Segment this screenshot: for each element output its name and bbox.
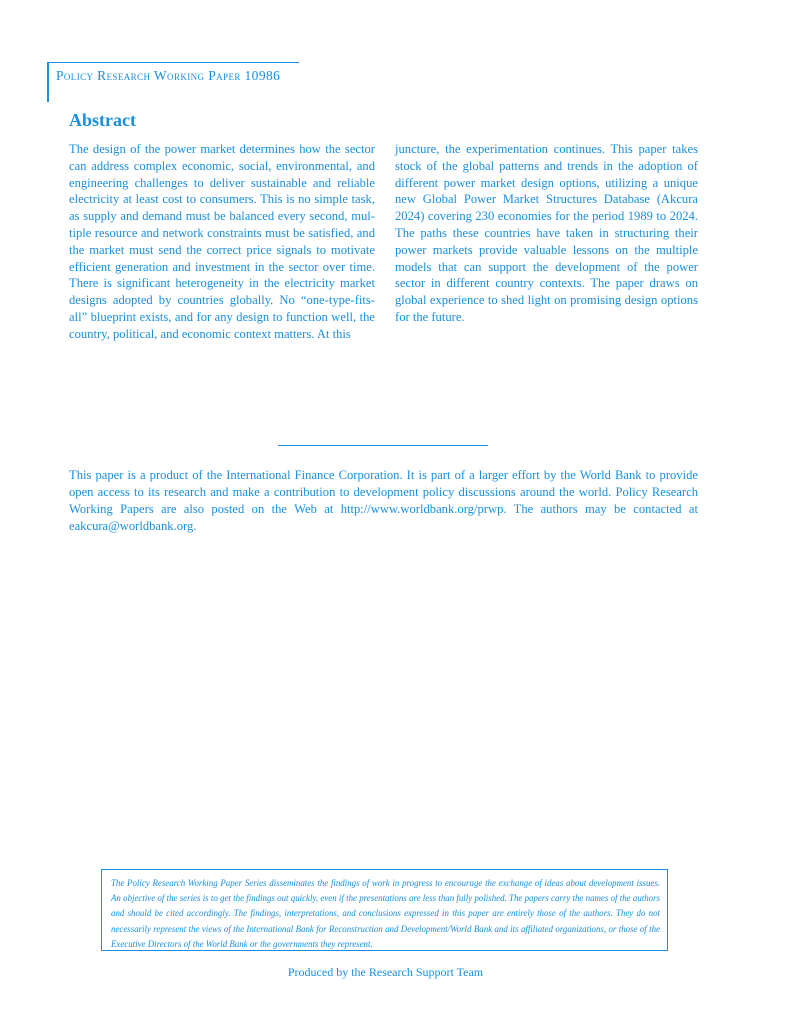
abstract-text-left: The design of the power market determines how the sector can address complex economic, social, environmental, and engineering challenges to deliver sustainable and reliable electricity at least cost to consumers. This is no simple task, as supply and demand must be balanced every second, multiple resource and network constraints must be satisfied, and the market must send the correct price signals to motivate efficient generation and investment in the sector over time. There is significant heterogeneity in the electricity market designs adopted by countries globally. No “one-type-fits-all” blueprint exists, and for any design to function well, the country, political, and economic context matters. At this bbox=[69, 142, 375, 341]
disclaimer-box bbox=[101, 869, 668, 951]
series-header bbox=[47, 62, 299, 102]
product-note: This paper is a product of the International Finance Corporation. It is part of a larger effort by the World Bank to provide open access to its research and make a contribution to development policy discussions around the world. Policy Research Working Papers are also posted on the Web at http://www.worldbank.org/prwp. The authors may be contacted at eakcura@worldbank.org. bbox=[69, 468, 698, 533]
abstract-text-right: juncture, the experimentation continues. This paper takes stock of the global patterns and trends in the adoption of different power market design options, utilizing a unique new Global Power Market Structures Database (Akcura 2024) covering 230 economies for the period 1989 to 2024. The paths these countries have taken in structuring their power markets provide valuable lessons on the multiple models that can support the development of the power sector in different country contexts. The paper draws on global experience to shed light on promising design options for the future. bbox=[395, 142, 698, 324]
abstract-column-left bbox=[69, 141, 375, 343]
section-divider bbox=[278, 445, 488, 446]
disclaimer-text: The Policy Research Working Paper Series disseminates the findings of work in progress to encourage the exchange of ideas about development issues. An objective of the series is to get the findings out quickly, even if the presentations are less than fully polished. The papers carry the names of the authors and should be cited accordingly. The findings, interpretations, and conclusions expressed in this paper are entirely those of the authors. They do not necessarily represent the views of the International Bank for Reconstruction and Development/World Bank and its affiliated organizations, or those of the Executive Directors of the World Bank or the governments they represent. bbox=[111, 878, 660, 949]
produced-by-footer: Produced by the Research Support Team bbox=[287, 965, 484, 979]
series-header-vertical-rule bbox=[47, 62, 49, 102]
abstract-column-right bbox=[395, 141, 698, 326]
abstract-title: Abstract bbox=[69, 110, 136, 130]
series-label: Policy Research Working Paper 10986 bbox=[56, 68, 281, 83]
series-header-horizontal-rule bbox=[47, 62, 299, 63]
